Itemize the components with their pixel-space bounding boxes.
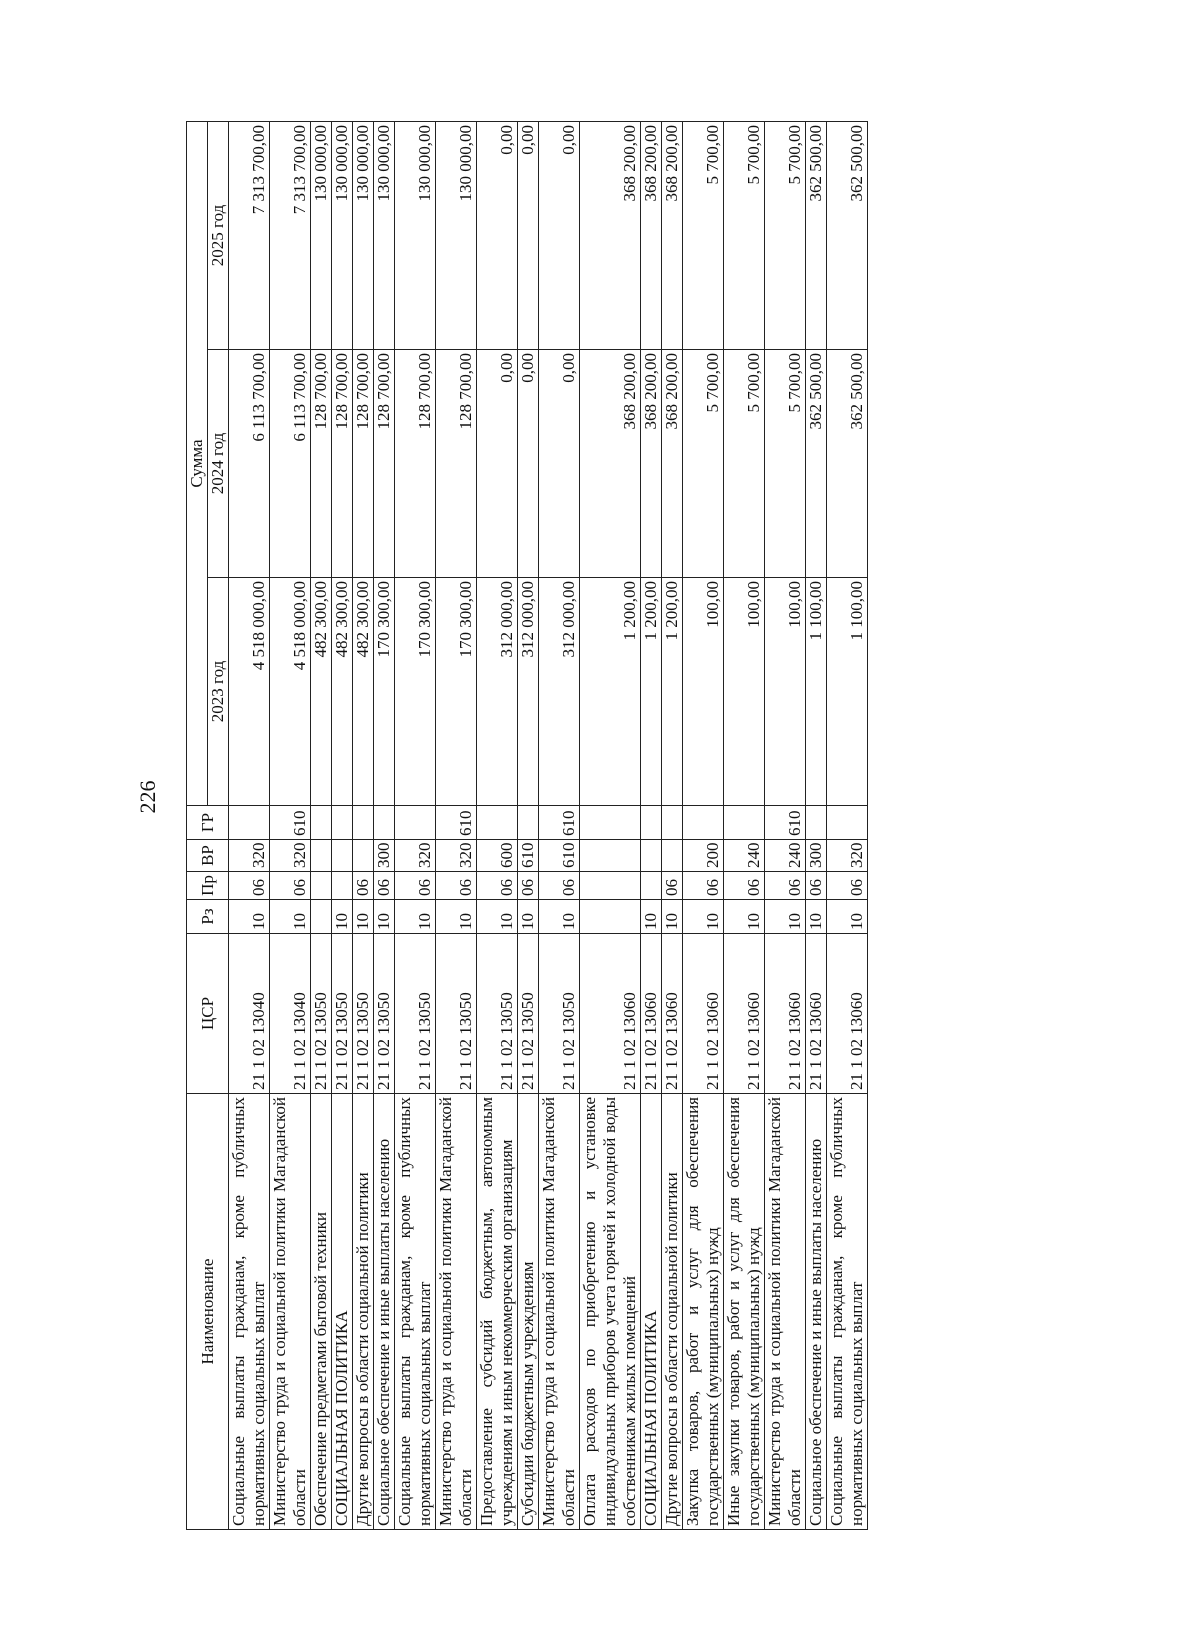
table-row <box>353 121 374 1529</box>
cell-sum-2025: 368 200,00 <box>641 121 662 349</box>
cell-name: Социальные выплаты гражданам, кроме публичных нормативных социальных выплат <box>827 1094 868 1530</box>
table-row <box>765 121 806 1529</box>
cell-gr <box>806 806 827 840</box>
cell-csr: 21 1 02 13040 <box>229 934 270 1094</box>
cell-csr: 21 1 02 13050 <box>332 934 353 1094</box>
cell-vr: 320 <box>229 840 270 872</box>
cell-pr: 06 <box>395 872 436 900</box>
cell-rz: 10 <box>806 900 827 934</box>
cell-vr: 200 <box>683 840 724 872</box>
cell-sum-2025: 368 200,00 <box>662 121 683 349</box>
cell-rz: 10 <box>662 900 683 934</box>
cell-sum-2025: 130 000,00 <box>395 121 436 349</box>
cell-pr: 06 <box>374 872 395 900</box>
cell-name: Субсидии бюджетным учреждениям <box>518 1094 539 1530</box>
cell-sum-2023: 312 000,00 <box>477 578 518 806</box>
cell-csr: 21 1 02 13050 <box>477 934 518 1094</box>
table-row <box>395 121 436 1529</box>
cell-csr: 21 1 02 13050 <box>353 934 374 1094</box>
cell-sum-2024: 128 700,00 <box>332 350 353 578</box>
cell-csr: 21 1 02 13060 <box>765 934 806 1094</box>
cell-sum-2024: 0,00 <box>539 350 580 578</box>
cell-sum-2025: 7 313 700,00 <box>270 121 311 349</box>
cell-sum-2024: 5 700,00 <box>683 350 724 578</box>
cell-rz: 10 <box>641 900 662 934</box>
cell-csr: 21 1 02 13040 <box>270 934 311 1094</box>
cell-sum-2024: 368 200,00 <box>662 350 683 578</box>
cell-name: СОЦИАЛЬНАЯ ПОЛИТИКА <box>641 1094 662 1530</box>
cell-sum-2023: 170 300,00 <box>374 578 395 806</box>
table-row <box>518 121 539 1529</box>
cell-name: Оплата расходов по приобретению и установке индивидуальных приборов учета горячей и холодной воды собственникам жилых помещений <box>580 1094 641 1530</box>
table-row <box>436 121 477 1529</box>
cell-gr: 610 <box>270 806 311 840</box>
cell-sum-2024: 128 700,00 <box>436 350 477 578</box>
header-year-2023: 2023 год <box>208 578 229 806</box>
cell-sum-2024: 368 200,00 <box>580 350 641 578</box>
cell-pr <box>641 872 662 900</box>
cell-sum-2025: 5 700,00 <box>683 121 724 349</box>
cell-csr: 21 1 02 13060 <box>580 934 641 1094</box>
cell-name: Закупка товаров, работ и услуг для обеспечения государственных (муниципальных) нужд <box>683 1094 724 1530</box>
cell-name: Министерство труда и социальной политики Магаданской области <box>765 1094 806 1530</box>
cell-sum-2025: 362 500,00 <box>827 121 868 349</box>
cell-sum-2025: 130 000,00 <box>332 121 353 349</box>
cell-rz: 10 <box>827 900 868 934</box>
cell-sum-2024: 362 500,00 <box>827 350 868 578</box>
cell-pr: 06 <box>353 872 374 900</box>
cell-sum-2023: 312 000,00 <box>539 578 580 806</box>
table-row <box>311 121 332 1529</box>
table-row <box>580 121 641 1529</box>
cell-rz: 10 <box>353 900 374 934</box>
cell-csr: 21 1 02 13060 <box>641 934 662 1094</box>
cell-gr <box>827 806 868 840</box>
cell-sum-2023: 1 100,00 <box>827 578 868 806</box>
cell-name: Другие вопросы в области социальной политики <box>662 1094 683 1530</box>
cell-vr <box>662 840 683 872</box>
cell-name: Иные закупки товаров, работ и услуг для обеспечения государственных (муниципальных) нужд <box>724 1094 765 1530</box>
cell-name: Другие вопросы в области социальной политики <box>353 1094 374 1530</box>
header-pr: Пр <box>187 872 229 900</box>
cell-pr: 06 <box>724 872 765 900</box>
cell-csr: 21 1 02 13050 <box>395 934 436 1094</box>
cell-gr <box>683 806 724 840</box>
cell-pr: 06 <box>765 872 806 900</box>
table-row <box>806 121 827 1529</box>
cell-pr <box>332 872 353 900</box>
cell-vr <box>311 840 332 872</box>
cell-vr: 320 <box>395 840 436 872</box>
cell-sum-2024: 6 113 700,00 <box>270 350 311 578</box>
rotated-table-container <box>186 122 1049 1530</box>
cell-name: СОЦИАЛЬНАЯ ПОЛИТИКА <box>332 1094 353 1530</box>
cell-sum-2025: 7 313 700,00 <box>229 121 270 349</box>
budget-table <box>186 121 868 1530</box>
header-year-2025: 2025 год <box>208 121 229 349</box>
cell-vr <box>641 840 662 872</box>
cell-sum-2023: 4 518 000,00 <box>229 578 270 806</box>
cell-gr <box>395 806 436 840</box>
cell-name: Социальное обеспечение и иные выплаты населению <box>374 1094 395 1530</box>
cell-rz: 10 <box>395 900 436 934</box>
cell-rz <box>580 900 641 934</box>
cell-sum-2023: 482 300,00 <box>353 578 374 806</box>
cell-gr <box>580 806 641 840</box>
cell-gr: 610 <box>436 806 477 840</box>
cell-sum-2023: 482 300,00 <box>332 578 353 806</box>
cell-pr: 06 <box>827 872 868 900</box>
cell-sum-2025: 130 000,00 <box>374 121 395 349</box>
cell-csr: 21 1 02 13050 <box>436 934 477 1094</box>
header-gr: ГР <box>187 806 229 840</box>
table-row <box>539 121 580 1529</box>
cell-sum-2025: 5 700,00 <box>765 121 806 349</box>
cell-sum-2023: 100,00 <box>765 578 806 806</box>
cell-rz: 10 <box>374 900 395 934</box>
cell-csr: 21 1 02 13050 <box>539 934 580 1094</box>
cell-name: Социальное обеспечение и иные выплаты населению <box>806 1094 827 1530</box>
table-row <box>724 121 765 1529</box>
header-vr: ВР <box>187 840 229 872</box>
cell-vr: 300 <box>806 840 827 872</box>
cell-sum-2023: 482 300,00 <box>311 578 332 806</box>
cell-csr: 21 1 02 13060 <box>827 934 868 1094</box>
table-row <box>641 121 662 1529</box>
cell-pr: 06 <box>518 872 539 900</box>
cell-rz: 10 <box>229 900 270 934</box>
cell-gr <box>353 806 374 840</box>
cell-sum-2025: 0,00 <box>477 121 518 349</box>
cell-rz: 10 <box>477 900 518 934</box>
cell-gr <box>724 806 765 840</box>
cell-rz: 10 <box>539 900 580 934</box>
cell-name: Обеспечение предметами бытовой техники <box>311 1094 332 1530</box>
cell-gr <box>229 806 270 840</box>
cell-name: Министерство труда и социальной политики Магаданской области <box>270 1094 311 1530</box>
header-name: Наименование <box>187 1094 229 1530</box>
cell-pr: 06 <box>270 872 311 900</box>
cell-sum-2023: 1 200,00 <box>641 578 662 806</box>
cell-sum-2024: 0,00 <box>477 350 518 578</box>
cell-gr <box>374 806 395 840</box>
cell-gr <box>477 806 518 840</box>
cell-gr <box>332 806 353 840</box>
cell-sum-2024: 5 700,00 <box>765 350 806 578</box>
cell-sum-2024: 5 700,00 <box>724 350 765 578</box>
table-row <box>827 121 868 1529</box>
page-number: 226 <box>135 780 160 814</box>
cell-rz: 10 <box>765 900 806 934</box>
cell-sum-2024: 0,00 <box>518 350 539 578</box>
cell-csr: 21 1 02 13050 <box>374 934 395 1094</box>
table-row <box>332 121 353 1529</box>
cell-vr: 610 <box>539 840 580 872</box>
cell-gr: 610 <box>765 806 806 840</box>
cell-gr <box>518 806 539 840</box>
cell-sum-2023: 312 000,00 <box>518 578 539 806</box>
cell-pr: 06 <box>683 872 724 900</box>
cell-rz: 10 <box>724 900 765 934</box>
table-row <box>229 121 270 1529</box>
cell-sum-2025: 0,00 <box>518 121 539 349</box>
cell-gr: 610 <box>539 806 580 840</box>
cell-csr: 21 1 02 13060 <box>724 934 765 1094</box>
cell-sum-2025: 130 000,00 <box>436 121 477 349</box>
cell-vr: 240 <box>724 840 765 872</box>
cell-vr <box>580 840 641 872</box>
cell-vr <box>332 840 353 872</box>
cell-sum-2024: 128 700,00 <box>374 350 395 578</box>
table-row <box>683 121 724 1529</box>
cell-pr: 06 <box>539 872 580 900</box>
cell-sum-2023: 170 300,00 <box>395 578 436 806</box>
cell-sum-2024: 128 700,00 <box>353 350 374 578</box>
table-row <box>270 121 311 1529</box>
cell-sum-2025: 130 000,00 <box>311 121 332 349</box>
table-row <box>662 121 683 1529</box>
cell-sum-2023: 1 200,00 <box>580 578 641 806</box>
cell-pr: 06 <box>229 872 270 900</box>
cell-csr: 21 1 02 13060 <box>806 934 827 1094</box>
header-year-2024: 2024 год <box>208 350 229 578</box>
cell-sum-2023: 1 100,00 <box>806 578 827 806</box>
cell-pr: 06 <box>436 872 477 900</box>
cell-pr: 06 <box>806 872 827 900</box>
cell-pr <box>580 872 641 900</box>
cell-sum-2025: 5 700,00 <box>724 121 765 349</box>
cell-name: Министерство труда и социальной политики Магаданской области <box>436 1094 477 1530</box>
cell-pr: 06 <box>477 872 518 900</box>
cell-vr: 320 <box>436 840 477 872</box>
cell-sum-2024: 6 113 700,00 <box>229 350 270 578</box>
cell-vr: 300 <box>374 840 395 872</box>
cell-sum-2025: 130 000,00 <box>353 121 374 349</box>
cell-rz: 10 <box>436 900 477 934</box>
header-csr: ЦСР <box>187 934 229 1094</box>
cell-vr: 610 <box>518 840 539 872</box>
header-rz: Рз <box>187 900 229 934</box>
cell-sum-2024: 128 700,00 <box>395 350 436 578</box>
cell-sum-2025: 0,00 <box>539 121 580 349</box>
cell-gr <box>641 806 662 840</box>
cell-vr: 320 <box>827 840 868 872</box>
cell-sum-2023: 4 518 000,00 <box>270 578 311 806</box>
cell-rz: 10 <box>683 900 724 934</box>
cell-vr: 240 <box>765 840 806 872</box>
table-header <box>187 121 229 1529</box>
cell-gr <box>311 806 332 840</box>
cell-sum-2023: 1 200,00 <box>662 578 683 806</box>
header-sum: Сумма <box>187 121 208 805</box>
cell-sum-2024: 368 200,00 <box>641 350 662 578</box>
cell-name: Социальные выплаты гражданам, кроме публичных нормативных социальных выплат <box>229 1094 270 1530</box>
cell-sum-2024: 128 700,00 <box>311 350 332 578</box>
cell-csr: 21 1 02 13060 <box>683 934 724 1094</box>
cell-vr <box>353 840 374 872</box>
cell-sum-2025: 368 200,00 <box>580 121 641 349</box>
table-body <box>229 121 868 1529</box>
cell-sum-2023: 100,00 <box>683 578 724 806</box>
cell-name: Социальные выплаты гражданам, кроме публичных нормативных социальных выплат <box>395 1094 436 1530</box>
cell-csr: 21 1 02 13060 <box>662 934 683 1094</box>
cell-sum-2024: 362 500,00 <box>806 350 827 578</box>
cell-pr: 06 <box>662 872 683 900</box>
cell-name: Министерство труда и социальной политики Магаданской области <box>539 1094 580 1530</box>
cell-name: Предоставление субсидий бюджетным, автономным учреждениям и иным некоммерческим организациям <box>477 1094 518 1530</box>
cell-sum-2023: 170 300,00 <box>436 578 477 806</box>
cell-rz: 10 <box>518 900 539 934</box>
cell-rz: 10 <box>332 900 353 934</box>
cell-rz: 10 <box>270 900 311 934</box>
cell-vr: 320 <box>270 840 311 872</box>
cell-csr: 21 1 02 13050 <box>311 934 332 1094</box>
cell-rz <box>311 900 332 934</box>
cell-csr: 21 1 02 13050 <box>518 934 539 1094</box>
cell-sum-2025: 362 500,00 <box>806 121 827 349</box>
cell-sum-2023: 100,00 <box>724 578 765 806</box>
cell-pr <box>311 872 332 900</box>
table-row <box>477 121 518 1529</box>
cell-gr <box>662 806 683 840</box>
table-row <box>374 121 395 1529</box>
cell-vr: 600 <box>477 840 518 872</box>
